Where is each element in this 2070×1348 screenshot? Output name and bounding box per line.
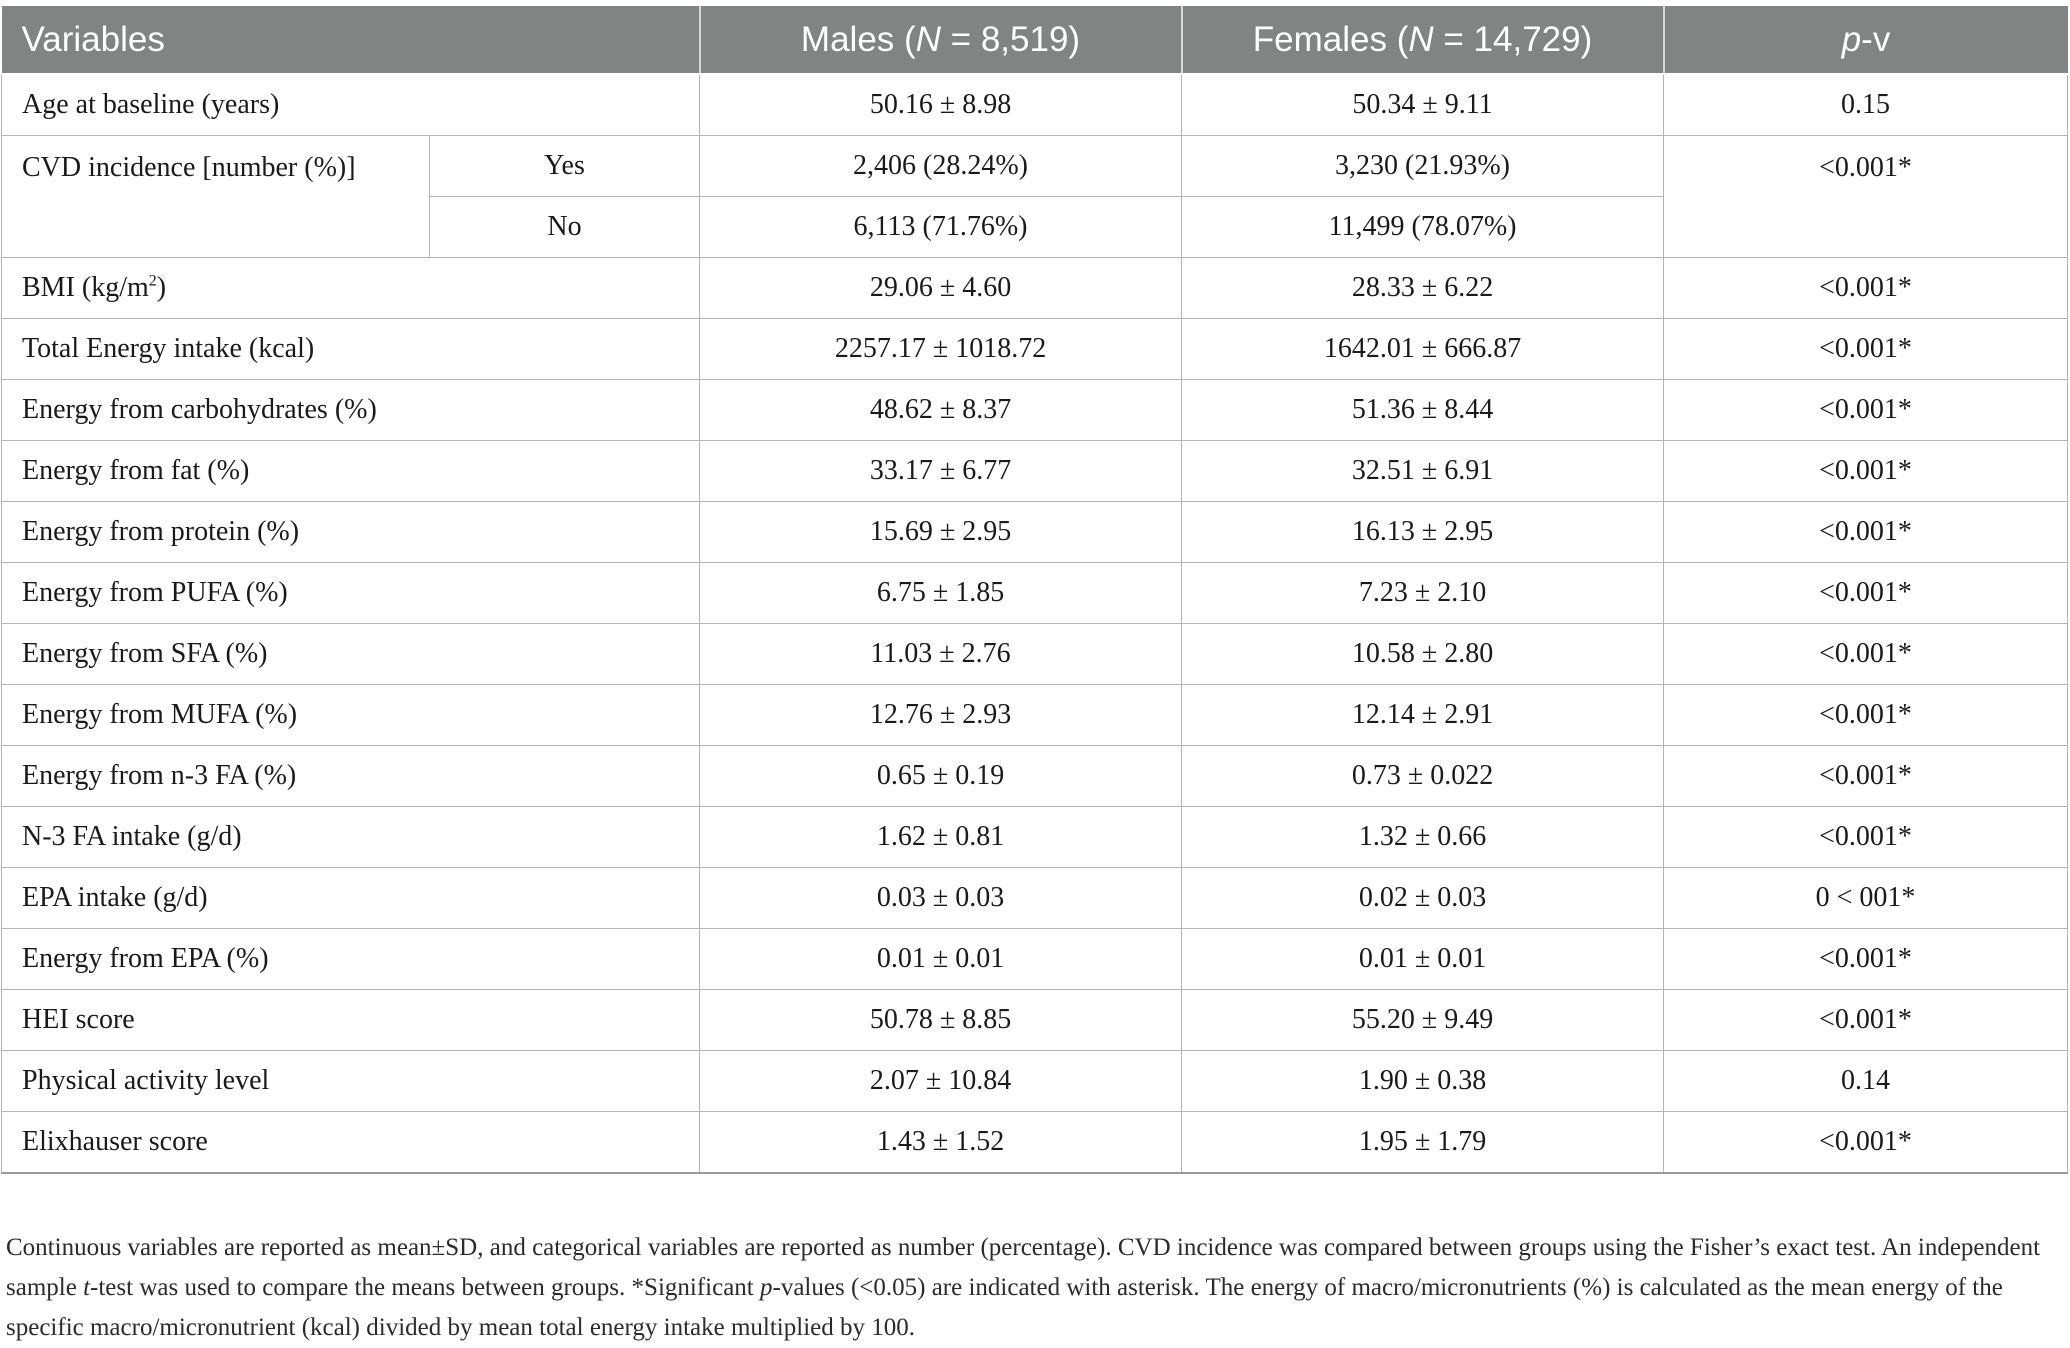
- row-label: HEI score: [2, 990, 700, 1051]
- p-value: <0.001*: [1664, 624, 2068, 685]
- row-label: N-3 FA intake (g/d): [2, 807, 700, 868]
- table-row: [2, 441, 2068, 502]
- row-label: Energy from SFA (%): [2, 624, 700, 685]
- characteristics-table: [1, 6, 2068, 1174]
- males-value: 29.06 ± 4.60: [700, 258, 1182, 319]
- table-row: [2, 868, 2068, 929]
- females-value: 51.36 ± 8.44: [1182, 380, 1664, 441]
- males-value: 12.76 ± 2.93: [700, 685, 1182, 746]
- males-value: 6.75 ± 1.85: [700, 563, 1182, 624]
- p-value: <0.001*: [1664, 380, 2068, 441]
- males-value: 6,113 (71.76%): [700, 197, 1182, 258]
- row-sublabel: No: [430, 197, 700, 258]
- p-value: 0.15: [1664, 74, 2068, 136]
- females-value: 1.32 ± 0.66: [1182, 807, 1664, 868]
- females-value: 11,499 (78.07%): [1182, 197, 1664, 258]
- p-value: <0.001*: [1664, 746, 2068, 807]
- header-p-value: p-v: [1664, 6, 2068, 74]
- row-label: Elixhauser score: [2, 1112, 700, 1174]
- p-value: 0.14: [1664, 1051, 2068, 1112]
- row-label: Energy from carbohydrates (%): [2, 380, 700, 441]
- table-row: [2, 319, 2068, 380]
- females-value: 7.23 ± 2.10: [1182, 563, 1664, 624]
- header-males: Males (N = 8,519): [700, 6, 1182, 74]
- p-value: <0.001*: [1664, 258, 2068, 319]
- p-value: <0.001*: [1664, 929, 2068, 990]
- females-value: 1.95 ± 1.79: [1182, 1112, 1664, 1174]
- table-row: [2, 746, 2068, 807]
- row-label: Energy from n-3 FA (%): [2, 746, 700, 807]
- males-value: 1.62 ± 0.81: [700, 807, 1182, 868]
- row-label: Age at baseline (years): [2, 74, 700, 136]
- table-footnote: Continuous variables are reported as mean±SD, and categorical variables are reported as number (percentage). CVD incidence was compared between groups using the Fisher’s exact test. An independent sample t-test was used to compare the means between groups. *Significant p-values (<0.05) are indicated with asterisk. The energy of macro/micronutrients (%) is calculated as the mean energy of the specific macro/micronutrient (kcal) divided by mean total energy intake multiplied by 100.: [6, 1234, 2041, 1341]
- females-value: 1.90 ± 0.38: [1182, 1051, 1664, 1112]
- p-value: <0.001*: [1664, 685, 2068, 746]
- p-value: <0.001*: [1664, 136, 2068, 258]
- table-row: [2, 624, 2068, 685]
- males-value: 48.62 ± 8.37: [700, 380, 1182, 441]
- table-row: [2, 685, 2068, 746]
- table-row: [2, 502, 2068, 563]
- table-row: [2, 74, 2068, 136]
- males-value: 2,406 (28.24%): [700, 136, 1182, 197]
- males-value: 0.01 ± 0.01: [700, 929, 1182, 990]
- row-label: EPA intake (g/d): [2, 868, 700, 929]
- table-row: [2, 990, 2068, 1051]
- females-value: 55.20 ± 9.49: [1182, 990, 1664, 1051]
- row-label: CVD incidence [number (%)]: [2, 136, 430, 258]
- males-value: 33.17 ± 6.77: [700, 441, 1182, 502]
- table-row: [2, 807, 2068, 868]
- row-sublabel: Yes: [430, 136, 700, 197]
- females-value: 28.33 ± 6.22: [1182, 258, 1664, 319]
- table-row: [2, 136, 2068, 197]
- females-value: 12.14 ± 2.91: [1182, 685, 1664, 746]
- table-row: [2, 929, 2068, 990]
- table-row: [2, 1112, 2068, 1174]
- males-value: 15.69 ± 2.95: [700, 502, 1182, 563]
- p-value: <0.001*: [1664, 1112, 2068, 1174]
- males-value: 50.78 ± 8.85: [700, 990, 1182, 1051]
- row-label: Energy from PUFA (%): [2, 563, 700, 624]
- header-variables: Variables: [2, 6, 700, 74]
- males-value: 2257.17 ± 1018.72: [700, 319, 1182, 380]
- header-females: Females (N = 14,729): [1182, 6, 1664, 74]
- row-label: Energy from protein (%): [2, 502, 700, 563]
- females-value: 0.73 ± 0.022: [1182, 746, 1664, 807]
- females-value: 3,230 (21.93%): [1182, 136, 1664, 197]
- males-value: 1.43 ± 1.52: [700, 1112, 1182, 1174]
- males-value: 2.07 ± 10.84: [700, 1051, 1182, 1112]
- p-value: <0.001*: [1664, 441, 2068, 502]
- row-label: Energy from EPA (%): [2, 929, 700, 990]
- females-value: 32.51 ± 6.91: [1182, 441, 1664, 502]
- row-label: Total Energy intake (kcal): [2, 319, 700, 380]
- males-value: 11.03 ± 2.76: [700, 624, 1182, 685]
- p-value: 0 < 001*: [1664, 868, 2068, 929]
- table-header-row: [2, 6, 2068, 74]
- table-row: [2, 1051, 2068, 1112]
- row-label: Energy from MUFA (%): [2, 685, 700, 746]
- males-value: 50.16 ± 8.98: [700, 74, 1182, 136]
- p-value: <0.001*: [1664, 990, 2068, 1051]
- females-value: 1642.01 ± 666.87: [1182, 319, 1664, 380]
- table-row: [2, 380, 2068, 441]
- table-row: [2, 563, 2068, 624]
- p-value: <0.001*: [1664, 807, 2068, 868]
- p-value: <0.001*: [1664, 502, 2068, 563]
- females-value: 50.34 ± 9.11: [1182, 74, 1664, 136]
- females-value: 16.13 ± 2.95: [1182, 502, 1664, 563]
- table-row: [2, 258, 2068, 319]
- females-value: 10.58 ± 2.80: [1182, 624, 1664, 685]
- row-label: BMI $(kg/m^2)$: [2, 258, 700, 319]
- males-value: 0.03 ± 0.03: [700, 868, 1182, 929]
- females-value: 0.01 ± 0.01: [1182, 929, 1664, 990]
- row-label: Physical activity level: [2, 1051, 700, 1112]
- p-value: <0.001*: [1664, 563, 2068, 624]
- females-value: 0.02 ± 0.03: [1182, 868, 1664, 929]
- males-value: 0.65 ± 0.19: [700, 746, 1182, 807]
- row-label: Energy from fat (%): [2, 441, 700, 502]
- p-value: <0.001*: [1664, 319, 2068, 380]
